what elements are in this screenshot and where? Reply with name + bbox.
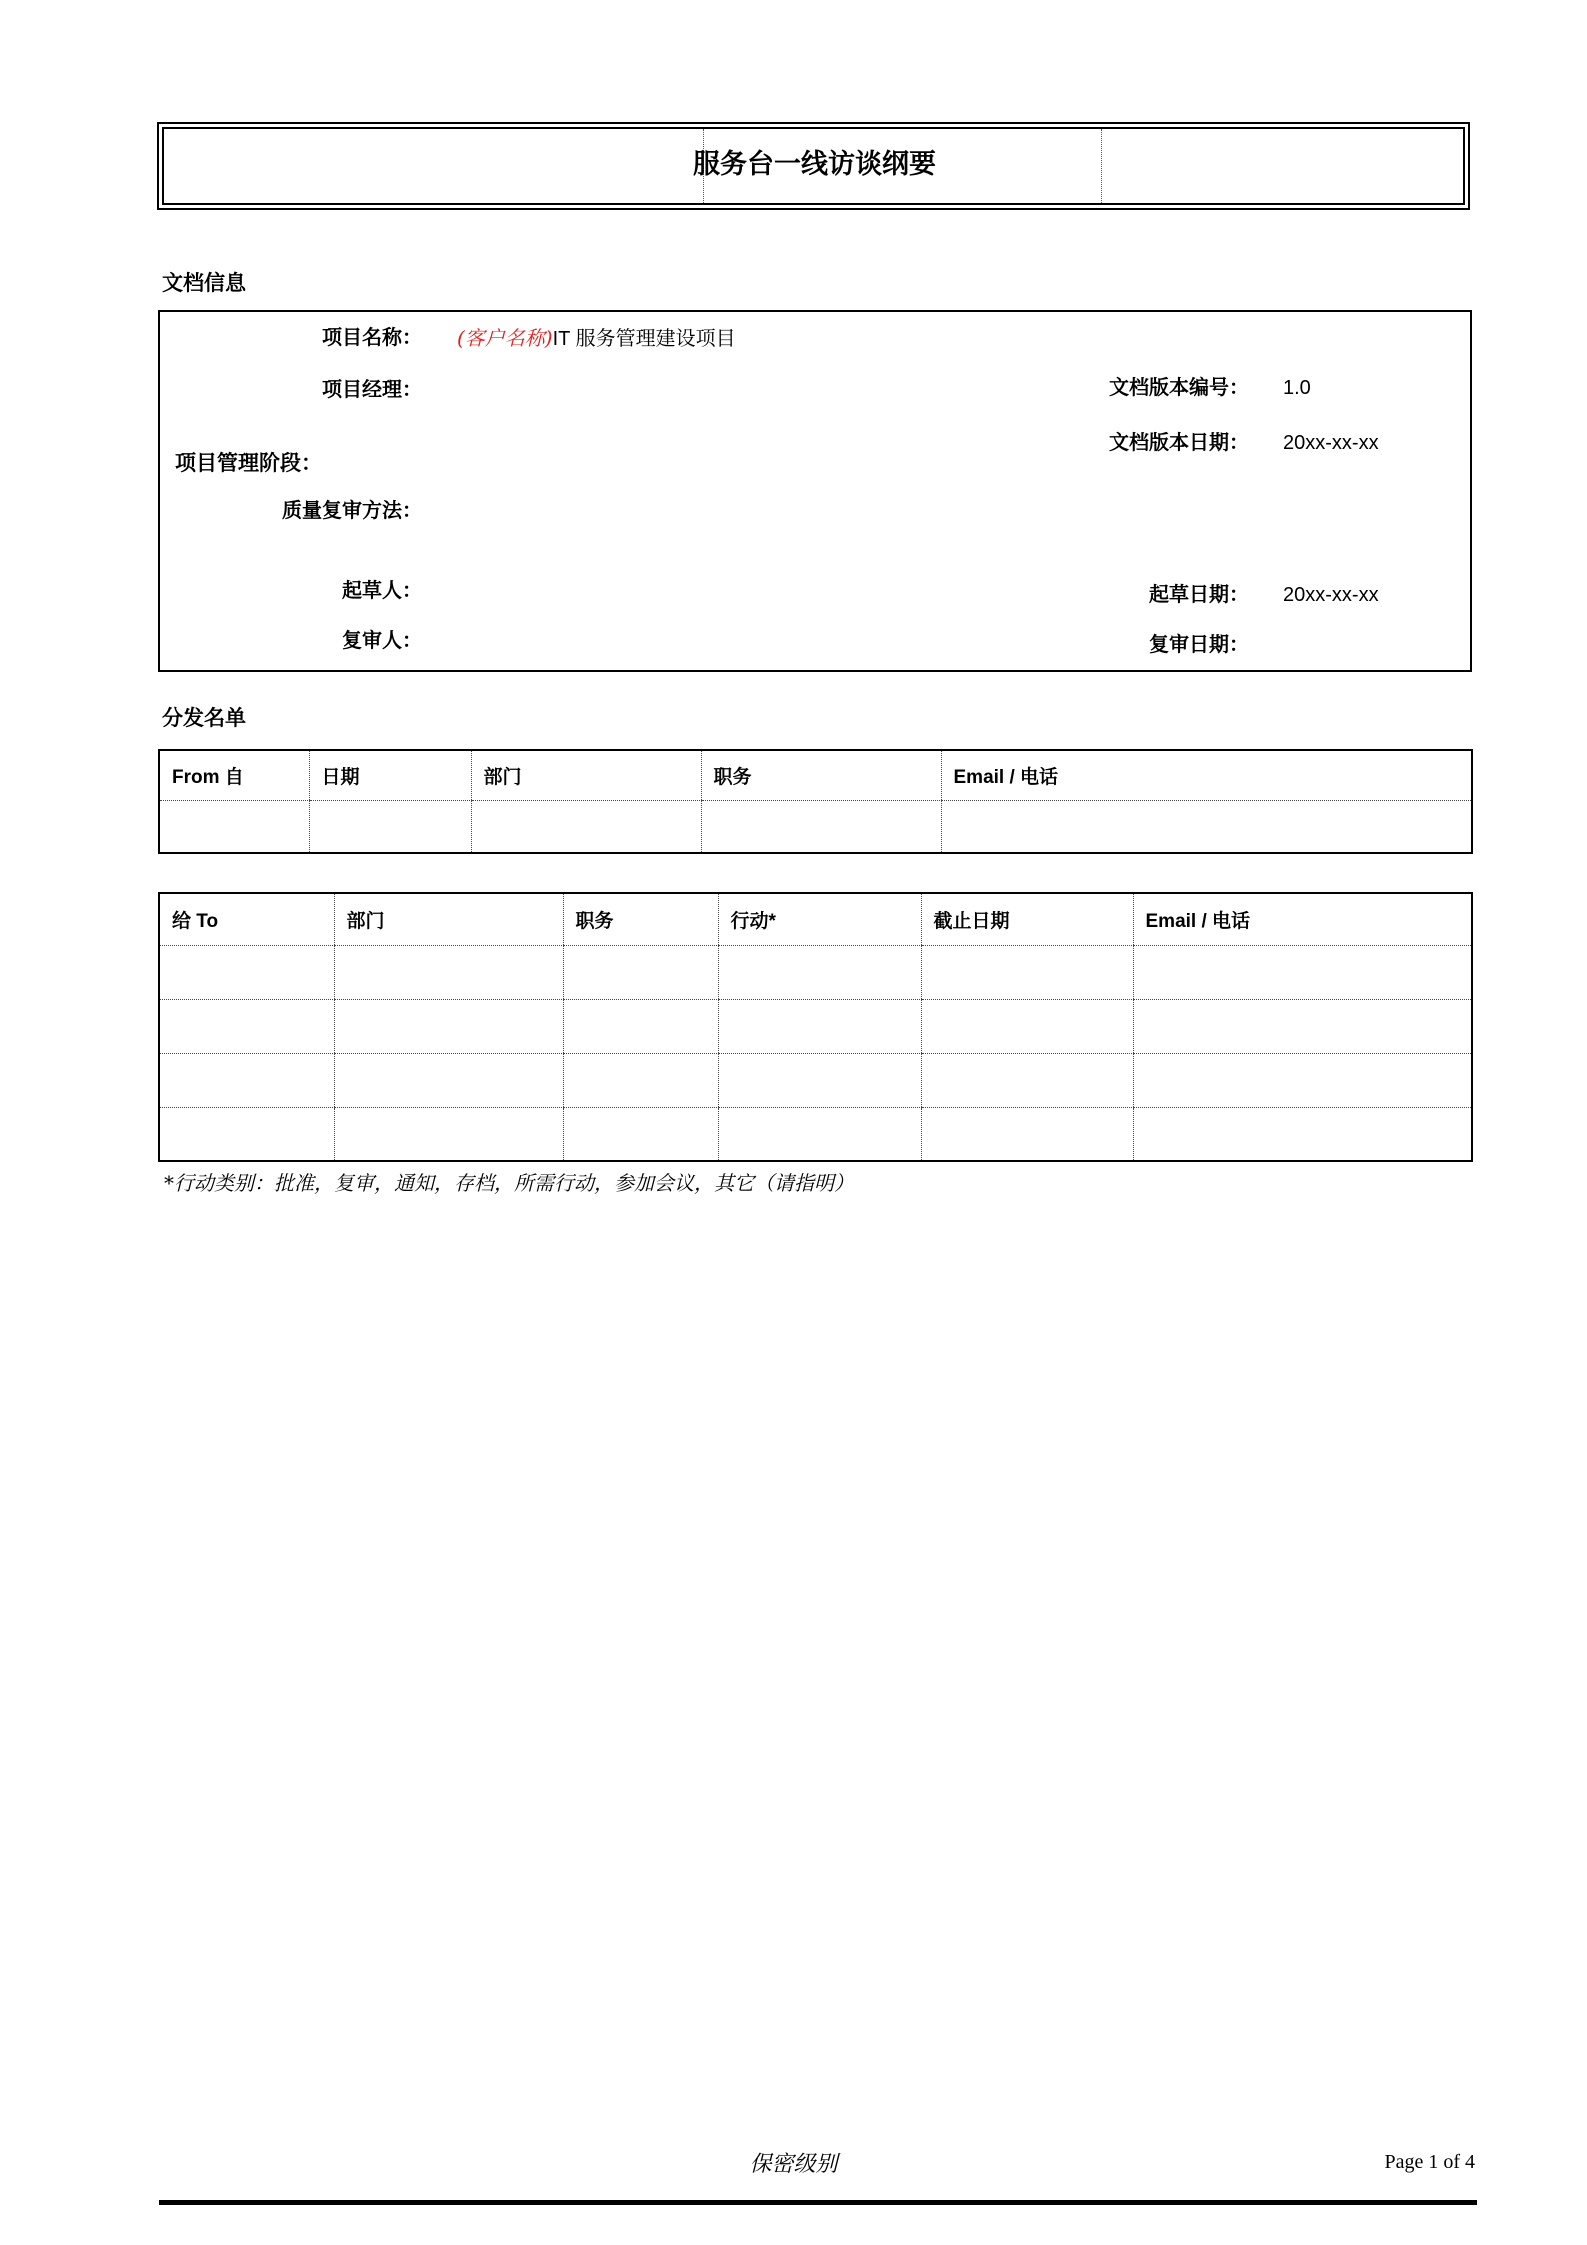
review-date-label: 复审日期：	[1149, 634, 1249, 656]
column-header-from: From 自	[159, 750, 309, 800]
table-cell	[309, 800, 471, 853]
table-cell	[334, 999, 563, 1053]
table-cell	[159, 999, 334, 1053]
document-header-inner	[162, 127, 1465, 205]
to-table-row	[159, 999, 1472, 1053]
table-cell	[563, 999, 718, 1053]
table-cell	[471, 800, 701, 853]
to-table-header-row	[159, 893, 1472, 945]
project-name-label: 项目名称：	[322, 327, 422, 349]
reviewer-label: 复审人：	[342, 630, 422, 652]
table-cell	[159, 1107, 334, 1161]
header-left-cell	[164, 129, 703, 203]
table-cell	[718, 945, 921, 999]
table-cell	[718, 1053, 921, 1107]
to-table-row	[159, 1053, 1472, 1107]
table-cell	[921, 1107, 1133, 1161]
footer-rule	[159, 2200, 1477, 2205]
distribution-heading: 分发名单	[162, 707, 246, 730]
header-right-cell	[1102, 129, 1463, 203]
table-cell	[718, 1107, 921, 1161]
table-cell	[159, 1053, 334, 1107]
table-cell	[1133, 1107, 1472, 1161]
distribution-to-table	[158, 892, 1473, 1162]
doc-info-table	[158, 310, 1472, 672]
doc-version-label: 文档版本编号：	[1109, 377, 1249, 399]
table-cell	[159, 945, 334, 999]
client-name-placeholder: (客户名称)	[457, 326, 553, 350]
action-category-footnote: *行动类别：批准，复审，通知，存档，所需行动，参加会议，其它（请指明）	[164, 1171, 854, 1195]
document-header-box	[157, 122, 1470, 210]
column-header-department: 部门	[334, 893, 563, 945]
from-table-row	[159, 800, 1472, 853]
column-header-to: 给 To	[159, 893, 334, 945]
project-manager-label: 项目经理：	[322, 379, 422, 401]
table-cell	[1133, 945, 1472, 999]
table-cell	[563, 1053, 718, 1107]
table-cell	[921, 945, 1133, 999]
pm-phase-label: 项目管理阶段：	[175, 452, 322, 475]
column-header-position: 职务	[701, 750, 941, 800]
table-cell	[718, 999, 921, 1053]
doc-version-date-label: 文档版本日期：	[1109, 432, 1249, 454]
table-cell	[159, 800, 309, 853]
table-cell	[1133, 1053, 1472, 1107]
confidentiality-level: 保密级别	[749, 2152, 838, 2177]
table-cell	[334, 1053, 563, 1107]
table-cell	[701, 800, 941, 853]
table-cell	[334, 945, 563, 999]
project-name-rest: IT 服务管理建设项目	[552, 328, 736, 350]
draft-date-value: 20xx-xx-xx	[1283, 584, 1379, 606]
column-header-department: 部门	[471, 750, 701, 800]
column-header-date: 日期	[309, 750, 471, 800]
table-cell	[921, 1053, 1133, 1107]
project-name-value	[457, 325, 736, 352]
column-header-action: 行动*	[718, 893, 921, 945]
drafter-label: 起草人：	[342, 580, 422, 602]
column-header-email-phone: Email / 电话	[941, 750, 1472, 800]
doc-version-date-value: 20xx-xx-xx	[1283, 432, 1379, 454]
header-title-cell	[693, 129, 1102, 203]
column-header-email-phone: Email / 电话	[1133, 893, 1472, 945]
document-title: 服务台一线访谈纲要	[693, 148, 936, 179]
table-cell	[563, 945, 718, 999]
table-cell	[941, 800, 1472, 853]
distribution-from-table	[158, 749, 1473, 854]
page-number: Page 1 of 4	[1384, 2151, 1475, 2173]
from-table-header-row	[159, 750, 1472, 800]
doc-version-value: 1.0	[1283, 377, 1311, 399]
to-table-row	[159, 1107, 1472, 1161]
column-header-position: 职务	[563, 893, 718, 945]
table-cell	[1133, 999, 1472, 1053]
draft-date-label: 起草日期：	[1149, 584, 1249, 606]
to-table-row	[159, 945, 1472, 999]
quality-review-label: 质量复审方法：	[282, 500, 422, 522]
column-header-deadline: 截止日期	[921, 893, 1133, 945]
table-cell	[921, 999, 1133, 1053]
table-cell	[334, 1107, 563, 1161]
doc-info-heading: 文档信息	[162, 272, 246, 295]
table-cell	[563, 1107, 718, 1161]
